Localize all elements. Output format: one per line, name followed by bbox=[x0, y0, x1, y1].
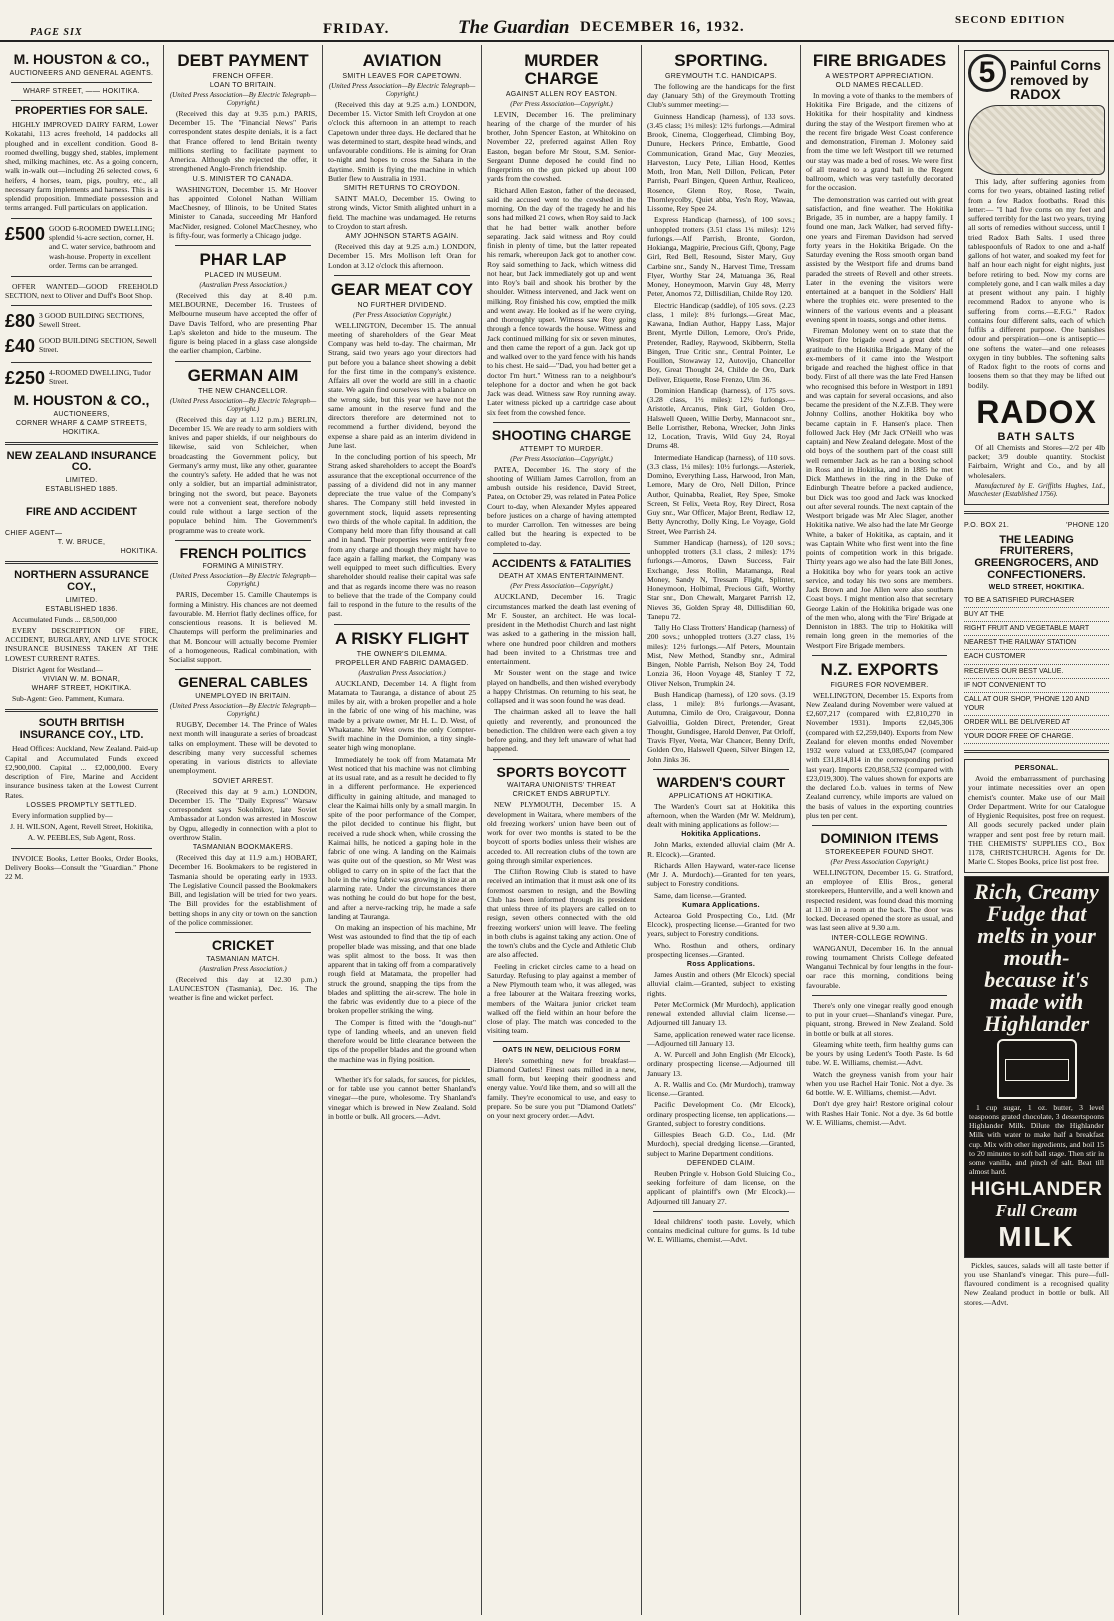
article-text: The demonstration was carried out with great satisfaction, and fine weather. The Hokitika Brigade, 35 in number, are a happy family. I found one man, Jack Walker, had served fifty-one years and Fireman Davidson had served forty years in the Hokitika Brigade. On the Saturday evening the Ross smooth organ band assisted by the Westport fife and drums band paraded the streets of Revell and other streets. Later in the evening the visitors were entertained at a banquet in the Soldiers' Hall where the trophies etc. were presented to the winners of the various events and a pleasant evening spent in toasts, songs and other items. bbox=[806, 194, 953, 324]
highlander-full-cream: Full Cream bbox=[995, 1200, 1078, 1220]
article-text: WANGANUI, December 16. In the annual rowing tournament Christs College defeated Wanganui Technical by four lengths in the four-oar race this morning, conditions being favourable. bbox=[806, 943, 953, 990]
advertisement-text: Pickles, sauces, salads will all taste better if you use Shanland's vinegar. This pure—full-flavoured condiment is a recognised quality New Zealand product in bottle or bulk. All stores.—Advt. bbox=[964, 1260, 1109, 1307]
divider bbox=[493, 553, 630, 554]
subhead: SMITH LEAVES FOR CAPETOWN. bbox=[342, 72, 462, 80]
properties-heading: PROPERTIES FOR SALE. bbox=[15, 104, 148, 117]
divider bbox=[11, 362, 152, 363]
subhead: FORMING A MINISTRY. bbox=[202, 563, 284, 571]
northern-funds: Accumulated Funds ... £8,500,000 bbox=[12, 614, 117, 624]
article-text: John Marks, extended alluvial claim (Mr A. R. Elcock).—Granted. bbox=[647, 840, 795, 859]
acrostic-line: ORDER WILL BE DELIVERED AT bbox=[964, 716, 1109, 730]
headline-accidents: ACCIDENTS & FATALITIES bbox=[491, 557, 632, 570]
divider bbox=[11, 100, 152, 101]
houston2-title: M. HOUSTON & CO., bbox=[13, 392, 150, 409]
subhead: WAITARA UNIONISTS' THREAT bbox=[507, 782, 616, 790]
article-text: Actearoa Gold Prospecting Co., Ltd. (Mr Elcock), prospecting license.—Granted for two years, subject to Forestry conditions. bbox=[647, 910, 795, 939]
headline-sporting: SPORTING. bbox=[674, 51, 768, 70]
article-text: WELLINGTON, December 15. Exports from New Zealand during November were valued at £2,607,217 (compared with £2,810,270 in November 1931). Imports £2,045,306 (compared with £2,259,040). Exports from New Zealand for eleven months ended November 1932 were valued at £33,085,047 (compared with £31,814,814 in the corresponding period last year). Imports £20,858,532 (compared with £23,019,300). The values shown for exports are the declared f.o.b. values in terms of New Zealand currency, while imports are valued on the basis of values in the exporting countries plus ten per cent. bbox=[806, 690, 953, 820]
subhead: OLD NAMES RECALLED. bbox=[835, 81, 924, 89]
article-text: James Austin and others (Mr Elcock) special alluvial claim.—Granted, subject to existing rights. bbox=[647, 970, 795, 998]
headline-murder-charge: MURDER CHARGE bbox=[524, 51, 599, 88]
credit-line: (Per Press Association Copyright.) bbox=[353, 310, 451, 319]
credit-line: (Per Press Association—Copyright.) bbox=[510, 454, 613, 463]
article-text: The Warden's Court sat at Hokitika this afternoon, when the Warden (Mr W. Meldrum), dealt with mining applications as follow:— bbox=[647, 801, 795, 830]
acrostic-line: RIGHT FRUIT AND VEGETABLE MART bbox=[964, 622, 1109, 636]
highlander-milk: MILK bbox=[998, 1220, 1075, 1252]
divider bbox=[493, 759, 630, 760]
listing-text: 4-ROOMED DWELLING, Tudor Street. bbox=[49, 368, 151, 387]
article-text: A. R. Wallis and Co. (Mr Murdoch), tramway license.—Granted. bbox=[647, 1079, 795, 1099]
subhead: PROPELLER AND FABRIC DAMAGED. bbox=[335, 659, 469, 667]
listing-500 bbox=[5, 224, 158, 271]
headline-sports-boycott: SPORTS BOYCOTT bbox=[496, 763, 627, 780]
divider bbox=[812, 995, 947, 996]
headline-shooting-charge: SHOOTING CHARGE bbox=[491, 426, 632, 443]
nzi-agent-label: CHIEF AGENT— bbox=[5, 530, 63, 538]
article-text: (Received this day at 9.25 a.m.) LONDON, December 15. Victor Smith left Croydon at one o'clock this afternoon in an attempt to reach Capetown under three days. He declared that he was determined to start, despite head winds, and unfavourable conditions. He is aiming for Oran to-night and hopes to cross the Sahara in the daytime. Smith is flying the machine in which Butler flew to Australia in 1931. bbox=[328, 99, 476, 183]
listing-text: GOOD 6-ROOMED DWELLING; splendid ¼-acre section, corner, H. and C. water service, bathroom and wash-house. Property in excellent order. Terms can be arranged. bbox=[49, 223, 156, 271]
edition-label: SECOND EDITION bbox=[955, 14, 1066, 26]
article-text: (Received this day at 9.25 a.m.) LONDON, December 15. Mrs Mollison left Oran for London at 3.12 o'clock this afternoon. bbox=[328, 242, 476, 270]
divider bbox=[11, 305, 152, 306]
article-text: Tally Ho Class Trotters' Handicap (harness) of 200 sovs.; unhoppled trotters (3.27 class, 1½ miles): 12½ furlongs.—Alf Peters, Mountain Mist, New Method, Standby snr., Admiral Bingen, Noble Parrish, Nelson Boy 24, Todd Lonzia 36, Hoon Voyage 48, Stanley T 72, Oliver Nelson, Trumpkin 24. bbox=[647, 623, 795, 688]
northern-subagent: Sub-Agent: Geo. Pamment, Kumara. bbox=[12, 694, 125, 704]
headline-cricket: CRICKET bbox=[211, 937, 275, 954]
subhead: SMITH RETURNS TO CROYDON. bbox=[343, 185, 461, 193]
column-7-advertisements bbox=[958, 45, 1114, 1615]
headline-risky-flight: A RISKY FLIGHT bbox=[334, 628, 470, 648]
headline-wardens-court: WARDEN'S COURT bbox=[656, 773, 786, 790]
subhead: UNEMPLOYED IN BRITAIN. bbox=[195, 693, 291, 701]
south-british-agent: J. H. WILSON, Agent, Revell Street, Hokitika, bbox=[10, 822, 153, 832]
listing-price: £250 bbox=[5, 368, 46, 389]
article-text: Richard Allen Easton, father of the deceased, said the accused went to the cowshed in the morning. On the day of the tragedy he and his sons had milked 21 cows, when Roy said to Jack that he had better walk another before separating. Jack said witness and Roy could finish in plenty of time, but the latter repeated his remark, whereupon Jack got to another cow. Roy said something to Jack, which witness did not hear, but Jack immediately got up and went into Roy's bail and shook his brother by the shoulder. Witness intervened, and Jack went on milking. Roy finished his cow, emptied the milk and went away. He looked as if he were crying, and thoroughly upset. Witness saw Roy going through a fence towards the house. Witness and Jack continued milking for six or seven minutes, and then came the report of a gun. Jack got up and walked over to the yard fence with his hands to his chest. He said—"Dad, you had better get a doctor I'm hurt." Witness ran to a neighbour's telephone for a doctor and when he got back Jack was dead. Witness saw Roy running away. Later witness picked up a cartridge case about six feet from the cowshed fence. bbox=[487, 185, 636, 417]
credit-line: (Per Press Association—Copyright.) bbox=[510, 582, 613, 591]
northern-district: District Agent for Westland— bbox=[12, 664, 103, 674]
properties-body: HIGHLY IMPROVED DAIRY FARM, Lower Kokatahi, 113 acres freehold, 14 paddocks all ploughed and in excellent condition. Good 8-roomed dwelling, buggy shed, stables, implement shed, milking machines, etc. As a going concern, walk in-walk out—including 26 selected cows, 6 heifers, 4 horses, team, pigs, poultry, etc., all necessary farm implements and harness. This is a splendid proposition. Immediate possession and terms arranged. Full particulars on application. bbox=[5, 120, 158, 213]
subhead: THE OWNER'S DILEMMA. bbox=[356, 650, 448, 658]
subhead: LOAN TO BRITAIN. bbox=[209, 81, 277, 89]
subhead: GREYMOUTH T.C. HANDICAPS. bbox=[665, 72, 777, 80]
subhead: AMY JOHNSON STARTS AGAIN. bbox=[345, 233, 459, 241]
advertisement-text: Whether it's for salads, for sauces, for pickles, or for table use you cannot better Shanland's vinegar—the pure, wholesome. Try Shanland's vinegar which is brewed in New Zealand. Sold in bottle or bulk. All grocers.—Advt. bbox=[328, 1074, 476, 1121]
column-6 bbox=[800, 45, 958, 1615]
listing-80 bbox=[5, 311, 158, 332]
divider bbox=[175, 669, 311, 670]
highlander-headline: Rich, Creamy Fudge that melts in your mouth-because it's made with bbox=[974, 878, 1099, 1014]
divider bbox=[334, 275, 470, 276]
headline-german-aim: GERMAN AIM bbox=[187, 365, 299, 385]
number-five-badge: 5 bbox=[968, 54, 1006, 92]
fruiterer-title: THE LEADING FRUITERERS, GREENGROCERS, AND CONFECTIONERS. bbox=[974, 533, 1099, 581]
divider bbox=[493, 1041, 630, 1042]
northern-agent-address: WHARF STREET, HOKITIKA. bbox=[31, 685, 132, 693]
houston2-address: CORNER WHARF & CAMP STREETS, bbox=[15, 419, 148, 427]
acrostic-list bbox=[964, 594, 1109, 744]
listing-price: £40 bbox=[5, 336, 36, 357]
fruiterer-advertisement bbox=[964, 520, 1109, 744]
divider bbox=[11, 218, 152, 219]
headline-dominion-items: DOMINION ITEMS bbox=[820, 830, 939, 847]
radox-bath-salts: BATH SALTS bbox=[997, 430, 1076, 443]
subhead: U.S. MINISTER TO CANADA. bbox=[192, 175, 294, 183]
divider bbox=[11, 82, 152, 83]
article-text: Fireman Moloney went on to state that the Westport fire brigade owed a great debt of gratitude to the Hokitika Brigade. Many of the ex-members of it came into the Westport brigade and reached the highest office in that body. First of all there was the late Fred Hansen who recognised this before in Westport in 1891 and was captain for several occasions, and also became the president of the N.Z.F.B. They were Johnny Collins, another Hokitika boy who became captain in F. Hansen's place. Then followed Jack Hey (Mr Jack O'Neill who was captain) and New Zealand delegate. Most of the old boys of the southern part of the coast still well remember Jack as he ran a boxing school in Ross and in Hokitika, and in 1885 he met Dick Matthews in the ring in the Duke of Edinburgh Theatre before a packed audience, but Dick was too good and Jack was knocked out after several rounds. The next captain of the Westport brigade was Mr Alec Slager, another Hokitika native. We also had the late Mr George White, a baker of Hokitika, as captain, and it was Captain White who first went into the fine points of competition work in this brigade. Thirty years ago we also had the late Bill Jones, a Hokitika boy who for years took an active service, and today his two sons are members. Jack Brown and Joe Allen were also southern Coast boys. I might mention also that secretary George Lakin of the Hokitika brigade was one of the men who, along with the 'Fire' Brigade at Denniston in 1883. The trip to Hokitika will remain long green in the memories of the Westport Fire Brigade members. bbox=[806, 326, 953, 650]
article-text: In the concluding portion of his speech, Mr Strang asked shareholders to accept the Board's assurance that the exceptional occurrence of the passing of a dividend did not in any manner depreciate the true value of the Company's shares. The Company still held invested in government stock, liquid assets representing two thirds of the whole capital. In addition, the Company held more than fifty thousand at call and in hand. Their properties were entirely free from any charge and though they might have to face again a falling market, the Company was well equipped to meet such difficulties. Every shareholder should realise their capital was safe and that as regards income there was no reason to believe that the trade of the Company could fail to respond in the future to the results of the past. bbox=[328, 452, 476, 619]
headline-aviation: AVIATION bbox=[362, 51, 442, 70]
houston-title: M. HOUSTON & CO., bbox=[13, 51, 150, 67]
article-text: (Received this day at 12.30 p.m.) LAUNCESTON (Tasmania), Dec. 16. The weather is fine and wicket perfect. bbox=[169, 974, 317, 1003]
subhead: PLACED IN MUSEUM. bbox=[204, 271, 282, 279]
acrostic-line: NEAREST THE RAILWAY STATION bbox=[964, 636, 1109, 650]
divider bbox=[5, 561, 158, 564]
divider bbox=[175, 932, 311, 933]
acrostic-line: TO BE A SATISFIED PURCHASER bbox=[964, 594, 1109, 608]
fruiterer-address: WELD STREET, HOKITIKA. bbox=[988, 584, 1085, 592]
foot-illustration-icon bbox=[968, 105, 1105, 175]
northern-agent: VIVIAN W. M. BONAR, bbox=[42, 676, 121, 684]
credit-line: (United Press Association—By Electric Telegraph—Copyright.) bbox=[169, 90, 317, 107]
subhead: DEATH AT XMAS ENTERTAINMENT. bbox=[498, 573, 625, 581]
nzi-limited: LIMITED. bbox=[65, 476, 98, 484]
divider bbox=[653, 1211, 789, 1212]
personal-heading: PERSONAL. bbox=[1014, 765, 1059, 773]
highlander-advertisement bbox=[964, 876, 1109, 1258]
column-2 bbox=[163, 45, 322, 1615]
divider bbox=[493, 422, 630, 423]
south-british-subagent: A. W. PEEBLES, Sub Agent, Ross. bbox=[27, 833, 136, 843]
article-text: WASHINGTON, December 15. Mr Hoover has appointed Colonel Nathan William MacChesney, of Illinois, to be United States Minister to Canada, succeeding Mr Hanford MacNider, resigned. Colonel MacChesney, who is fifty-four, was formerly a Chicago judge. bbox=[169, 184, 317, 240]
article-text: Immediately he took off from Matamata Mr West noticed that his machine was not climbing at its usual rate, and as a result he decided to fly in a different performance. He experienced difficulty in gaining altitude, and managed to clear the Kaimai hills only by a small margin. In spite of the poor performance of the Comper, the pilot decided to continue his flight, but received a rude shock when, while crossing the Kaimai hills, he noticed a gaping hole in the fabric of one wing. A landing on the Kaimais was quite out of the question, so Mr West was obliged to carry on in spite of the fact that the hole in the wing fabric was growing in size at an alarming rate. Under the circumstances there was nothing he could do but hope for the best, and after a nerve-racking trip, he made a safe landing at Tauranga. bbox=[328, 754, 476, 921]
divider bbox=[812, 655, 947, 656]
radox-advertisement bbox=[964, 50, 1109, 505]
headline-french-politics: FRENCH POLITICS bbox=[179, 544, 307, 561]
divider bbox=[964, 750, 1109, 753]
houston2-town: HOKITIKA. bbox=[62, 428, 101, 436]
subhead: Kumara Applications. bbox=[682, 901, 760, 909]
northern-established: ESTABLISHED 1836. bbox=[45, 605, 118, 613]
divider bbox=[175, 361, 311, 362]
nzi-fire: FIRE AND ACCIDENT bbox=[25, 505, 137, 518]
headline-fire-brigades: FIRE BRIGADES bbox=[812, 51, 947, 70]
advertisement-text: Gleaming white teeth, firm healthy gums can be yours by using Ledent's Tooth Paste. Is 6d tube. W. E. Williams, chemist.—Advt. bbox=[806, 1039, 953, 1068]
credit-line: (United Press Association—By Electric Telegraph—Copyright.) bbox=[169, 572, 317, 589]
acrostic-line: IF NOT CONVENIENT TO bbox=[964, 679, 1109, 693]
printing-note: INVOICE Books, Letter Books, Order Books, Delivery Books—Consult the "Guardian." Phone 22 M. bbox=[5, 853, 158, 882]
listing-price: £80 bbox=[5, 311, 36, 332]
acrostic-line: YOUR DOOR FREE OF CHARGE. bbox=[964, 730, 1109, 744]
article-text: WELLINGTON, December 15. G. Stratford, an employee of Ellis Bros., general storekeepers, Hunterville, and a well known and respected resident, was found dead this morning at 11.30 in a room at the back. The door was locked. Deceased opened the store as usual, and was last seen alive at 9.30 a.m. bbox=[806, 867, 953, 933]
nzi-established: ESTABLISHED 1885. bbox=[45, 485, 118, 493]
article-text: Express Handicap (harness), of 100 sovs.; unhoppled trotters (3.51 class 1¼ miles): 12½ furlongs.—Alf Parrish, Bronte, Gordon, Hokianga, Magpirie, Precious Gift, Qbony, Page Girl, Red Bell, Resound, Sister Mary, Guy Carbine snr., Sandy N., Harvest Time, Tressam Flyer, Worthy Star 24, Matuanga 36, Real Money, Honeymoon, Marvin Guy 48, Merry Peter, Anomos 72, Dillisdilian, Childe Roy 120. bbox=[647, 215, 795, 299]
article-text: Feeling in cricket circles came to a head on Saturday. Refusing to play against a member of a New Plymouth team who, it was alleged, was a free labourer at the Waitara freezing works, members of the Waitara junior cricket team walked off the field within an hour before the close of play. The match was conceded to the visiting team. bbox=[487, 961, 636, 1036]
headline-gear-meat-coy: GEAR MEAT COY bbox=[330, 279, 474, 299]
south-british-body: Head Offices: Auckland, New Zealand. Paid-up Capital and Accumulated Funds exceed £2,900,000. Capital ... £2,000,000. Every description of Fire, Marine and Accident insurance business taken at the Lowest Current Rates. bbox=[5, 744, 158, 800]
issue-date: DECEMBER 16, 1932. bbox=[580, 19, 745, 35]
article-text: Summer Handicap (harness), of 120 sovs.; unhoppled trotters (3.1 class, 2 miles): 17½ furlongs.—Amoros, Dawn Success, Fair Exchange, Jess Rollin, Matamanga, Real Money, Sandy N, Tressam Flight, Splinter, Honeymoon, Holbimal, Precious Gift, Worthy Star snr., Don Chewalt, Margaret Parrish 12, Nieves 36, Golden Spray 48, Dillisdilian 60, Tanepu 72. bbox=[647, 537, 795, 621]
advertisement-text: Ideal childrens' tooth paste. Lovely, which contains medicinal culture for gums. Is 1d tube W. E. Williams, chemist.—Advt. bbox=[647, 1216, 795, 1245]
northern-title: NORTHERN ASSURANCE COY., bbox=[14, 569, 149, 593]
divider bbox=[5, 442, 158, 445]
headline-nz-exports: N.Z. EXPORTS bbox=[820, 659, 939, 679]
divider bbox=[11, 276, 152, 277]
houston2-sub: AUCTIONEERS, bbox=[53, 410, 110, 418]
subhead: AGAINST ALLEN ROY EASTON. bbox=[505, 90, 618, 98]
article-text: Reuben Pringle v. Hobson Gold Sluicing Co., seeking forfeiture of dam license, on the applicant of plaintiff's own (Mr Elcock).—Adjourned till January 27. bbox=[647, 1168, 795, 1206]
article-text: The Comper is fitted with the "dough-nut" type of landing wheels, and an uneven field therefore would be little clearance between the tips of the propeller blades and the ground when the machine was in flying position. bbox=[328, 1017, 476, 1064]
acrostic-line: EACH CUSTOMER bbox=[964, 650, 1109, 664]
headline-debt-payment: DEBT PAYMENT bbox=[177, 51, 309, 70]
subhead: ATTEMPT TO MURDER. bbox=[519, 445, 604, 453]
divider bbox=[334, 1069, 470, 1070]
subhead: FIGURES FOR NOVEMBER. bbox=[830, 681, 929, 689]
advertisement-text: There's only one vinegar really good enough to put in your cruet—Shanland's vinegar. Pure, piquant, strong. Brewed in New Zealand. Sold in bottle or bulk at all stores. bbox=[806, 1000, 953, 1038]
article-text: In moving a vote of thanks to the members of Hokitika Fire Brigade, and the citizens of Hokitika for their hospitality and kindness during the stay of the Westport firemen who at the recent fire brigade West Coast conference and demonstration, Fireman J. Moloney said from the time we left Westport till we returned our stay was made a bed of roses. We were first of all treated to a grand ball in the Regent ballroom, which was very tastefully decorated for the occasion. bbox=[806, 90, 953, 193]
subhead: NO FURTHER DIVIDEND. bbox=[357, 301, 447, 309]
listing-40 bbox=[5, 336, 158, 357]
subhead: THE NEW CHANCELLOR. bbox=[198, 387, 288, 395]
subhead: Hokitika Applications. bbox=[681, 831, 761, 839]
article-text: A. W. Purcell and John English (Mr Elcock), ordinary prospecting license.—Adjourned till January 13. bbox=[647, 1050, 795, 1078]
headline-general-cables: GENERAL CABLES bbox=[178, 674, 308, 691]
credit-line: (United Press Association—By Electric Telegraph—Copyright.) bbox=[328, 81, 476, 98]
credit-line: (United Press Association—By Electric Telegraph—Copyright.) bbox=[169, 702, 317, 719]
fruiterer-po-box: P.O. BOX 21. bbox=[964, 521, 1010, 529]
article-text: (Received this day at 8.40 p.m. MELBOURNE, December 16. Trustees of Melbourne museum have accepted the offer of Dave Davis Telford, who are presenting Phar Lap's skeleton and hide to the museum. The figure is being placed in a glass case alongside the earlier champion, Carbine. bbox=[169, 290, 317, 356]
listing-text: GOOD BUILDING SECTION, Sewell Street. bbox=[39, 336, 157, 355]
article-text: Intermediate Handicap (harness), of 110 sovs. (3.3 class, 1¼ miles): 10½ furlongs.—Asteriek, Domino, Everything Lass, Harwood, Iron Man, Lemore, Mary de Oro, Nell Dillon, Prince Author, Quinabba, Realiet, Rey Spee, Smoke Screen, St Felix, Veeta Roy, Rey Direct, Rosa Guy snr., War Officer, Major Brent, Redlaw 12, Betty Ayncrothy, Dolly King, Le Voyage, Gold Street, Wee Parrish 24. bbox=[647, 452, 795, 536]
acrostic-line: BUY AT THE bbox=[964, 608, 1109, 622]
highlander-recipe: 1 cup sugar, 1 oz. butter, 3 level teaspoons grated chocolate, 3 dessertspoons Highlander Milk. Dilute the Highlander Milk with water to make half a breakfast cup. Mix with other ingredients, and boil 15 to 20 minutes to soft ball stage. Then stir in some vanilla, and pinch of salt. Beat till almost hard. bbox=[969, 1102, 1104, 1177]
column-3 bbox=[322, 45, 481, 1615]
subhead: STOREKEEPER FOUND SHOT. bbox=[825, 848, 934, 856]
subhead: Ross Applications. bbox=[686, 961, 756, 969]
acrostic-line: CALL AT OUR SHOP, 'PHONE 120 AND YOUR bbox=[964, 693, 1109, 716]
radox-corns-headline: Painful Corns removed by RADOX bbox=[1010, 57, 1102, 103]
article-text: AUCKLAND, December 14. A flight from Matamata to Tauranga, a distance of about 25 miles by air, with a broken propeller and a hole in the fabric of one wing of his machine, was made by a private owner, Mr H. L. D. West, of Whakatane. Mr West owns the only Compter-Swift machine in the Dominion, a tiny single-seater high wing monoplane. bbox=[328, 678, 476, 753]
milk-tin-icon bbox=[997, 1039, 1077, 1099]
nzi-agent-town: HOKITIKA. bbox=[120, 548, 158, 556]
south-british-title: SOUTH BRITISH INSURANCE COY., LTD. bbox=[19, 717, 144, 741]
column-1-advertisements bbox=[0, 45, 163, 1615]
article-text: Same, dam license.—Granted. bbox=[654, 890, 747, 900]
article-text: (Received this day at 11.9 a.m.) HOBART, December 16. Bookmakers to be registered in Tasmania should be operating early in 1933. The Legislative Council passed the Bookmakers Bill, and legislation will be tried for two years. The Bill provides for the establishment of betting shops in any city or town on the sanction of the police commissioner. bbox=[169, 853, 317, 927]
highlander-logo: HIGHLANDER bbox=[970, 1178, 1103, 1200]
radox-maker: Manufactured by E. Griffiths Hughes, Ltd., Manchester (Established 1756). bbox=[968, 481, 1105, 499]
subhead: TASMANIAN BOOKMAKERS. bbox=[192, 844, 294, 852]
article-text: Gillespies Beach G.D. Co., Ltd. (Mr Murdoch), special dredging license.—Granted, subject to Marine Department conditions. bbox=[647, 1130, 795, 1158]
paper-title: The Guardian bbox=[458, 17, 570, 38]
personal-body: Avoid the embarrassment of purchasing your intimate necessities over an open chemist's counter. Make use of our Mail Order Department. Write for our Catalogue of Hygienic Requisites, post free on request. All goods securely packed under plain wrapper and sent post free by return mail. THE CHEMISTS' SUPPLIES CO., Box 1178, CHRISTCHURCH. Agents for Dr. Marie C. Stopes Books, price list post free. bbox=[968, 774, 1105, 867]
article-text: Who. Rosthun and others, ordinary prospecting licenses.—Granted. bbox=[647, 940, 795, 959]
nzi-title: NEW ZEALAND INSURANCE CO. bbox=[6, 449, 157, 474]
article-text: LEVIN, December 16. The preliminary hearing of the charge of the murder of his brother, John Spencer Easton, at Whitokino on November 22, preferred against Allen Roy Easton, began before Mr Stout, S.M. Senior-Sergeant Dunne deposed he could find no fingerprints on the gun picked up about 100 yards from the cowshed. bbox=[487, 109, 636, 184]
divider bbox=[5, 709, 158, 712]
subhead: INTER-COLLEGE ROWING. bbox=[831, 934, 928, 942]
article-text: The chairman asked all to leave the hall quietly and reverently, and pronounced the benediction. The children were each given a toy before going, and they left unaware of what had happened. bbox=[487, 707, 636, 754]
column-5 bbox=[641, 45, 800, 1615]
divider bbox=[964, 511, 1109, 514]
article-text: Electric Handicap (saddle), of 105 sovs. (2.23 class, 1 mile): 8½ furlongs.—Great Mac, Kawana, Indian Author, Happy Lass, Major Brent, Myrtle Dillon, Lemore, Oro's Pride, Pretender, Radley, Raywood, Skibberrn, Stella Bingen, True Critic snr., Central Pointer, Le Fouillon, Stowaway 12, Autovijo, Chancellor Boy, Great Thought 24, Childe de Oro, Dark Deliver, Etiquette, Rose Frenzo, Ulm 36. bbox=[647, 300, 795, 384]
credit-line: (Australian Press Association.) bbox=[358, 668, 446, 677]
northern-limited: LIMITED. bbox=[65, 596, 98, 604]
subhead: DEFENDED CLAIM. bbox=[686, 1159, 756, 1167]
article-text: Mr Souster went on the stage and twice played on handbells, and then wished everybody a happy Christmas. On returning to his seat, he collapsed and it was soon found he was dead. bbox=[487, 668, 636, 706]
issue-day: FRIDAY. bbox=[323, 21, 390, 37]
article-text: NEW PLYMOUTH, December 15. A development in Waitara, where members of the old freezing workers' union have been out of work for over two months is stated to be the boycott of sports bodies unless their wishes are acceded to. All recreation clubs of the town are going through similar experiences. bbox=[487, 800, 636, 865]
subhead: SOVIET ARREST. bbox=[212, 777, 274, 785]
subhead: CRICKET ENDS ABRUPTLY. bbox=[512, 791, 611, 799]
divider bbox=[175, 540, 311, 541]
fruiterer-contact-row bbox=[964, 520, 1109, 531]
article-text: PATEA, December 16. The story of the shooting of William James Carrollon, from an ambush outside his residence, David Street, Patea, on October 29, was related in Patea Police Court to-day, when Alexander Myles appeared before justices on a charge of having attempted to murder Carrollon. Ten witnesses are being called but the hearing is expected to be completed to-day. bbox=[487, 464, 636, 548]
headline-phar-lap: PHAR LAP bbox=[199, 250, 287, 270]
article-text: PARIS, December 15. Camille Chautemps is forming a Ministry. His chances are not deemed favourable. M. Herriot flatly declines office, for conscientious reasons. It is believed M. Chautemps will perform the preliminaries and that M. Boncour will actually become Premier of a homogeneous, Radical combination, with Socialist support. bbox=[169, 590, 317, 665]
nzi-agent-name: T. W. BRUCE, bbox=[57, 539, 106, 547]
article-text: Bush Handicap (harness), of 120 sovs. (3.19 class, 1 mile): 8½ furlongs.—Avasant, Autumna, Cimilo de Oro, Craigavour, Donna Galvoillia, Golden Direct, Pretender, Great Thought, Gundisgee, Harold Denver, Pat Orloff, Travis Flyer, Veeta, War Chancer, Benny Drift, Golden Oro, Halswell Queen, Silver Bingen 12, John Jinks 36. bbox=[647, 689, 795, 764]
article-text: The following are the handicaps for the first day (January 5th) of the Greymouth Trotting Club's summer meeting:— bbox=[647, 81, 795, 110]
page-number: PAGE SIX bbox=[30, 27, 83, 38]
article-text: (Received this day at 1.12 p.m.) BERLIN, December 15. We are ready to arm soldiers with knives and paper shields, if our neighbours do likewise, said von Schleicher, when broadcasting the Government policy, but Germany's army must, like any other, guarantee the country's safety. He added that he was not only a soldier, but an impartial administrator, bringing not the sword, but peace. Bayonets were not a convenient seat, therefore nobody could rule without a large section of the populace behind him. The Government's programme was to create work. bbox=[169, 414, 317, 535]
subhead: FRENCH OFFER. bbox=[212, 72, 274, 80]
article-text: WELLINGTON, December 15. The annual meeting of shareholders of the Gear Meat Company was held to-day. The chairman, Mr Strang, said two years ago your directors had put before you a balance sheet showing a debit for the first time in the company's existence. Affairs all over the world are still in a chaotic state. We again find ourselves with a balance on the wrong side, but this year we have not the same amount in the reserve fund and the directors therefore are determined not to recommend a further dividend, beyond the expense a share paid as an interim dividend in June last. bbox=[328, 320, 476, 450]
radox-body: This lady, after suffering agonies from corns for two years, obtained lasting relief from a few Radox footbaths. Read this letter:— "I had five corns on my feet and suffered terribly for the last two years, trying all sorts of remedies without success, until I tried Radox Bath Salts. I used three tablespoonfuls of Radox to one and a-half gallons of hot water, and soaked my feet for half an hour each night for eight nights, just before retiring to bed. Now my corns are completely gone, and I can walk miles a day at present without any pain. I highly recommend Radox to anyone who is suffering from corns.—E.F.G." Radox contains four different salts, each of which fulfils a different purpose. One banishes odour and perspiration—one is antiseptic—one softens the water—and one releases oxygen in tiny bubbles. The softening salts of Radox fight to the roots of corns and loosens them so that they may be lifted out bodily. bbox=[968, 177, 1105, 390]
article-text: Pacific Development Co. (Mr Elcock), ordinary prospecting license, ten applications.—Granted, subject to forestry conditions. bbox=[647, 1100, 795, 1128]
advertisement-text: Watch the greyness vanish from your hair when you use Rachel Hair Tonic. Not a dye. 3s 6d bottle. W. E. Williams, chemist.—Advt. bbox=[806, 1069, 953, 1098]
offer-wanted: OFFER WANTED—GOOD FREEHOLD SECTION, next to Oliver and Duff's Boot Shop. bbox=[5, 281, 158, 300]
credit-line: (Per Press Association Copyright.) bbox=[830, 857, 929, 866]
subhead: APPLICATIONS AT HOKITIKA. bbox=[668, 792, 774, 800]
acrostic-line: RECEIVES OUR BEST VALUE. bbox=[964, 665, 1109, 679]
advertisement-text: Don't dye grey hair! Restore original colour with Rashes Hair Tonic. Not a dye. 3s 6d bottle W. E. Williams, chemist.—Advt. bbox=[806, 1099, 953, 1127]
masthead bbox=[0, 0, 1114, 42]
south-british-info: Every information supplied by— bbox=[12, 810, 113, 820]
credit-line: (United Press Association—By Electric Telegraph—Copyright.) bbox=[169, 396, 317, 413]
radox-price: Of all Chemists and Stores—2/2 per 4lb packet; 3/9 double quantity. Stockist Fairbairn, Wright and Co., and by all wholesalers. bbox=[968, 442, 1105, 480]
credit-line: (Australian Press Association.) bbox=[199, 280, 287, 289]
article-text: Peter McCormick (Mr Murdoch), application renewal extended alluvial claim license.—Adjourned till January 13. bbox=[647, 999, 795, 1028]
article-text: Richards Allen Hayward, water-race license (Mr J. A. Murdoch).—Granted for ten years, subject to Forestry conditions. bbox=[647, 860, 795, 889]
radox-logo: RADOX bbox=[976, 393, 1097, 430]
fruiterer-phone: 'PHONE 120 bbox=[1066, 521, 1109, 529]
highlander-brand-script: Highlander bbox=[983, 1010, 1090, 1036]
article-text: The Clifton Rowing Club is stated to have received an intimation that it must ask one of its foremost oarsmen to resign, and the Bowling Club has been informed through its president that unless three of its players are called on to resign, seven others connected with the old freezing workers' union will leave. The feeling in both clubs is against taking any action. One of the town's clubs and the Cycle and Athletic Club are also affected. bbox=[487, 867, 636, 960]
subhead: TASMANIAN MATCH. bbox=[206, 955, 280, 963]
divider bbox=[812, 825, 947, 826]
south-british-losses: LOSSES PROMPTLY SETTLED. bbox=[26, 801, 137, 809]
listing-text: 3 GOOD BUILDING SECTIONS, Sewell Street. bbox=[39, 311, 145, 330]
subhead-oats: OATS IN NEW, DELICIOUS FORM bbox=[502, 1046, 621, 1054]
article-text: (Received this day at 9.35 p.m.) PARIS, December 15. The "Financial News" Paris correspondent states despite denials, it is a fact that France offered to lend Britain twenty millions sterling to facilitate payment to America. Although she rejected the offer, it strengthened Anglo-French friendship. bbox=[169, 108, 317, 174]
houston-address: WHARF STREET, —— HOKITIKA. bbox=[23, 87, 140, 95]
article-text: (Received this day at 9 a.m.) LONDON, December 15. The "Daily Express" Warsaw correspondent says Sokolnikov, late Soviet Ambassador at London was arrested in Moscow by Ogpu, allegedly in connection with a plot to overthrow Stalin. bbox=[169, 786, 317, 842]
northern-body: EVERY DESCRIPTION OF FIRE, ACCIDENT, BURGLARY, AND LIVE STOCK INSURANCE BUSINESS TAKEN AT THE LOWEST CURRENT RATES. bbox=[5, 625, 158, 663]
divider bbox=[175, 245, 311, 246]
divider bbox=[11, 848, 152, 849]
article-text: Same, application renewed water race license.—Adjourned till January 13. bbox=[647, 1029, 795, 1048]
advertisement-text: Here's something new for breakfast—Diamond Oatlets! Finest oats milled in a new, small form, but keeping their goodness and energy value. You'd like them, and so will all the family. They're economical to use, and easy to prepare. So be sure you put "Diamond Oatlets" on your next grocery order.—Advt. bbox=[487, 1055, 636, 1121]
divider bbox=[653, 769, 789, 770]
personal-advertisement bbox=[964, 759, 1109, 873]
credit-line: (Australian Press Association.) bbox=[199, 964, 287, 973]
credit-line: (Per Press Association—Copyright.) bbox=[510, 99, 613, 108]
listing-price: £500 bbox=[5, 223, 46, 244]
divider bbox=[334, 624, 470, 625]
article-text: AUCKLAND, December 16. Tragic circumstances marked the death last evening of Mr F. Souster, an architect. He was local-president in the Methodist Church and last night was asked to a gathering in the mission hall, where one hundred poor children and mothers had been invited to a Christmas tree and entertainment. bbox=[487, 592, 636, 667]
article-text: On making an inspection of his machine, Mr West was astounded to find that the tip of each propeller blade was missing, and that one blade was split almost to the boss. It was then apparent that in taking off from a comparatively rough field at Matamata, the propeller had struck the ground, snapping the tips from the blades and splitting the air-screw. The hole in the fabric was evidently due to a piece of the broken propeller striking the wing. bbox=[328, 923, 476, 1016]
listing-250 bbox=[5, 368, 158, 389]
column-4 bbox=[481, 45, 641, 1615]
article-text: RUGBY, December 14. The Prince of Wales next month will inaugurate a series of broadcast talks on employment. These will be devoted to describing many very successful schemes operating in various districts to alleviate unemployment. bbox=[169, 720, 317, 776]
subhead: A WESTPORT APPRECIATION. bbox=[825, 72, 934, 80]
houston-sub: AUCTIONEERS AND GENERAL AGENTS. bbox=[9, 69, 154, 77]
article-text: Guinness Handicap (harness), of 133 sovs. (3.45 class; 1½ miles): 12½ furlongs.—Admiral Brook, Cinema, Cloggerhead, Climbing Boy, Dunure, Heckers Prince, Embattle, Good Communication, Grand Mac, Guy Meozies, Harveston, Lucy Pete, Lilian Hood, Kettles Moth, Iron Man, Nell Dillon, Pelican, Peter Parrish, Pearl Bingen, Queen Arthur, Realiceo, Rosence, Glenn Roy, Rose, Twain, Thornleycolby, Quiet abba, Yes'n Roy, Wawaa, Lissome, Rey Spee 24. bbox=[647, 111, 795, 214]
article-text: Dominion Handicap (harness), of 175 sovs. (3.28 class, 1½ miles): 12½ furlongs.—Aristotle, Arcanus, Pink Girl, Golden Oro, Halswell Queen, Willie Derby, Mannacoot snr., Belle Lorristher, Rebona, Wrecker, John Jinks 12, Location, Travis, Wild Guy 24, Royal Drums 48. bbox=[647, 385, 795, 451]
article-text: SAINT MALO, December 15. Owing to strong winds, Victor Smith alighted unhurt in a field. The machine was undamaged. He returns to Croydon to start afresh. bbox=[328, 194, 476, 231]
